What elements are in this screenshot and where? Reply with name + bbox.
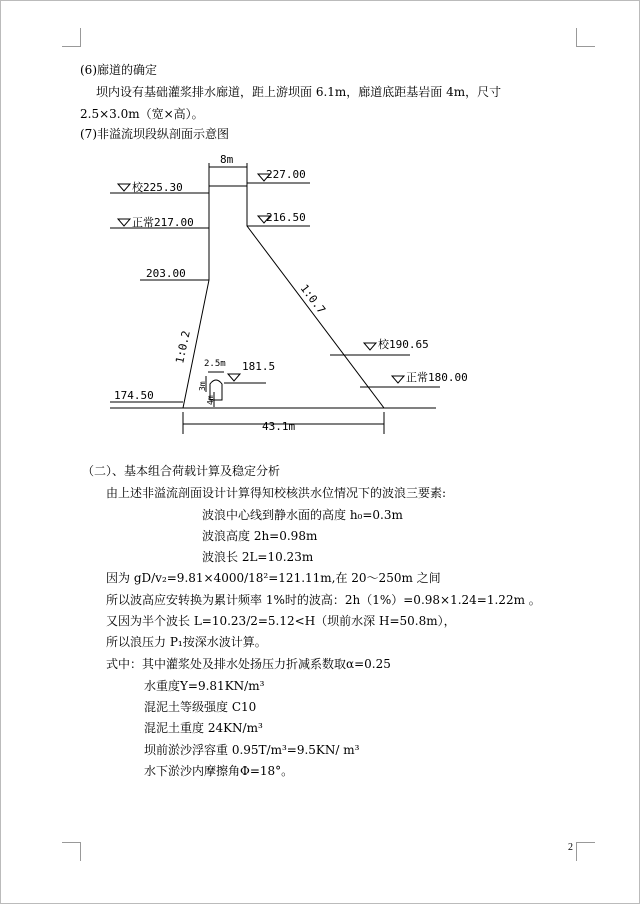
crop-mark-top-right: [576, 28, 595, 47]
normal-upstream-label: 正常217.00: [132, 216, 194, 229]
section7-heading: (7)非溢流坝段纵剖面示意图: [80, 127, 229, 141]
cumulative-frequency-line: 所以波高应安转换为累计频率 1%时的波高：2h（1%）=0.98×1.24=1.22m 。: [106, 593, 541, 607]
section6-paragraph-line2: 2.5×3.0m（宽×高）。: [80, 107, 204, 121]
section6-paragraph-line1: 坝内设有基础灌浆排水廊道，距上游坝面 6.1m，廊道底距基岩面 4m，尺寸: [96, 85, 502, 99]
water-weight-line: 水重度Y=9.81KN/m³: [144, 679, 265, 693]
water-level-triangle: [118, 184, 130, 191]
wave-center-line: 波浪中心线到静水面的高度 h₀=0.3m: [202, 508, 403, 522]
gd-ratio-line: 因为 gD/v₂=9.81×4000/18²=121.11m,在 20～250m 之间: [106, 571, 441, 585]
wave-height-line: 波浪高度 2h=0.98m: [202, 529, 318, 543]
water-level-triangle: [364, 343, 376, 350]
water-level-triangle: [228, 374, 240, 381]
downstream-slope-label: 1:0.7: [297, 281, 328, 317]
concrete-grade-line: 混泥土等级强度 C10: [144, 700, 257, 714]
gallery-height-label: 3m: [198, 381, 207, 391]
water-level-triangle: [392, 376, 404, 383]
gallery-elev-label: 181.5: [242, 360, 276, 373]
foundation-elev-label: 174.50: [114, 389, 154, 402]
page-number: 2: [568, 842, 573, 853]
dam-cross-section-figure: [0, 140, 640, 440]
silt-weight-line: 坝前淤沙浮容重 0.95T/m³=9.5KN/ m³: [144, 743, 360, 757]
wave-length-line: 波浪长 2L=10.23m: [202, 550, 314, 564]
check-flood-upstream-label: 校225.30: [132, 181, 183, 194]
concrete-weight-line: 混泥土重度 24KN/m³: [144, 721, 263, 735]
gallery-width-label: 2.5m: [204, 359, 226, 369]
half-wavelength-line: 又因为半个波长 L=10.23/2=5.12<H（坝前水深 H=50.8m），: [106, 614, 456, 628]
gallery-base-offset-label: 4m: [206, 395, 215, 405]
crop-mark-bottom-left: [62, 842, 81, 861]
crop-mark-bottom-right: [576, 842, 595, 861]
formula-note-line: 式中：其中灌浆处及排水处扬压力折减系数取α=0.25: [106, 657, 391, 671]
water-level-triangle: [118, 219, 130, 226]
base-width-label: 43.1m: [262, 420, 296, 433]
wave-pressure-line: 所以浪压力 P₁按深水波计算。: [106, 635, 267, 649]
upstream-slope-elev-label: 203.00: [146, 267, 186, 280]
check-flood-downstream-label: 校190.65: [378, 338, 429, 351]
crop-mark-top-left: [62, 28, 81, 47]
top-width-label: 8m: [220, 153, 234, 166]
section2-heading: （二）、基本组合荷载计算及稳定分析: [82, 464, 281, 478]
section6-heading: (6)廊道的确定: [80, 63, 157, 77]
section2-intro: 由上述非溢流剖面设计计算得知校核洪水位情况下的波浪三要素:: [106, 486, 447, 500]
upstream-slope-label: 1:0.2: [173, 329, 193, 365]
break-elev-label: 216.50: [266, 211, 306, 224]
crest-elev-label: 227.00: [266, 168, 306, 181]
friction-angle-line: 水下淤沙内摩擦角Φ=18°。: [144, 764, 294, 778]
normal-downstream-label: 正常180.00: [406, 371, 468, 384]
